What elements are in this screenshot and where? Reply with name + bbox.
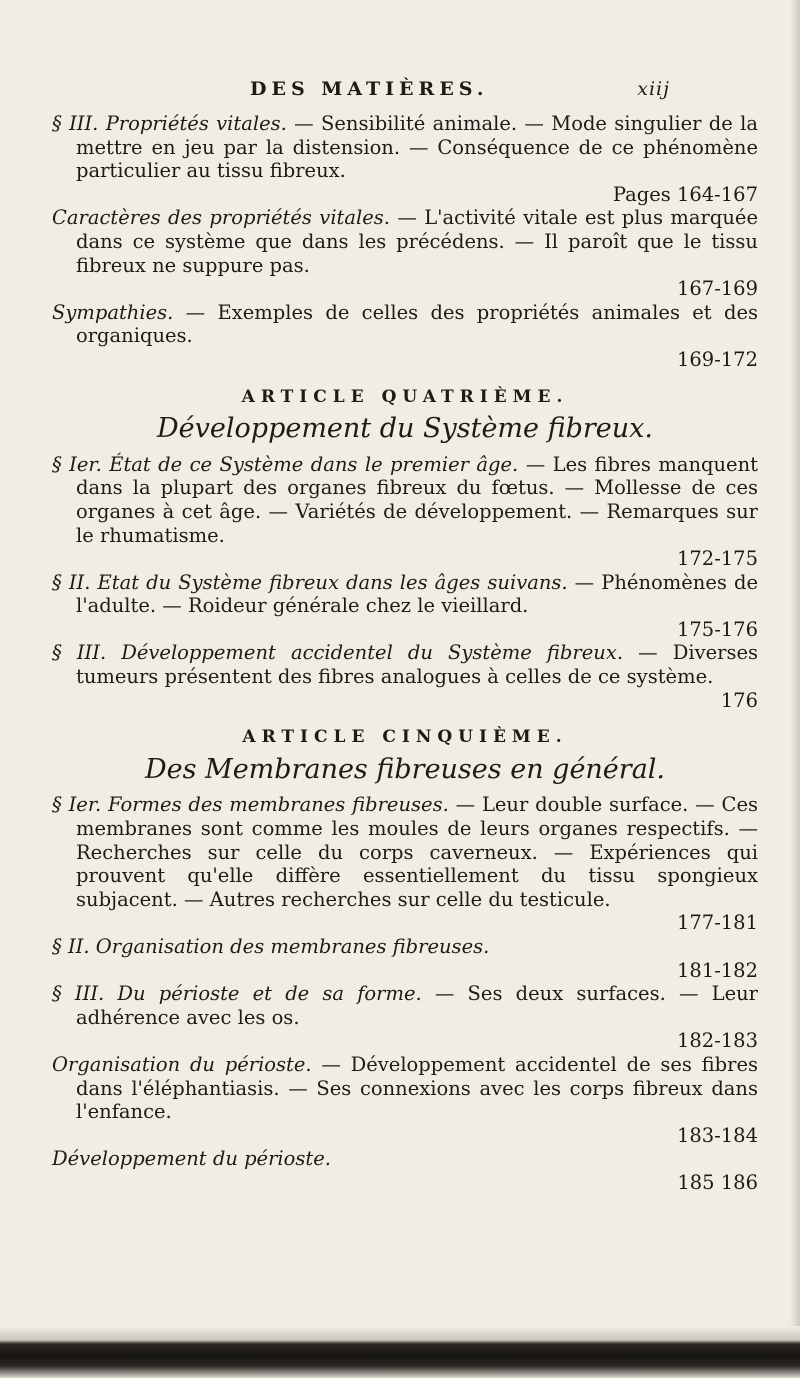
entry-lead: § III. Développement accidentel du Système fibreux. — [52, 641, 624, 665]
entry-text: — L'activité vitale est plus marquée dans ce système que dans les précédens. — Il paroît que le tissu fibreux ne suppure pas. — [76, 206, 758, 277]
page-folio: xiij — [637, 78, 670, 100]
table-of-contents — [52, 112, 758, 1195]
article-heading: ARTICLE CINQUIÈME. — [242, 727, 568, 748]
entry-pages: 181-182 — [676, 958, 758, 982]
entry-pages: 183-184 — [676, 1123, 758, 1147]
entry-pages: 177-181 — [676, 911, 758, 935]
entry-pages: 169-172 — [676, 347, 758, 371]
entry-lead: § Ier. Formes des membranes fibreuses. — [52, 793, 449, 817]
toc-entry — [52, 982, 758, 1053]
entry-pages: 176 — [720, 688, 758, 712]
entry-text: — Leur double surface. — Ces membranes sont comme les moules de leurs organes respectifs. — Recherches sur celle du corps caverneux. — Expériences qui prouvent qu'elle diffère essentiellement du tissu spongieux subjacent. — Autres recherches sur celle du testicule. — [76, 793, 758, 911]
entry-text: — Exemples de celles des propriétés animales et des organiques. — [76, 300, 758, 348]
entry-text: — Diverses tumeurs présentent des fibres analogues à celles de ce système. — [76, 641, 758, 689]
entry-lead: Organisation du périoste. — [52, 1052, 312, 1076]
article-heading: ARTICLE QUATRIÈME. — [241, 386, 569, 407]
running-header — [250, 78, 670, 100]
entry-text: — Développement accidentel de ses fibres dans l'éléphantiasis. — Ses connexions avec les corps fibreux dans l'enfance. — [76, 1052, 758, 1124]
toc-entry — [52, 112, 758, 206]
entry-lead: § II. Etat du Système fibreux dans les âges suivans. — [52, 570, 568, 594]
toc-entry — [52, 1053, 758, 1147]
article-subtitle: Développement du Système fibreux. — [157, 413, 653, 445]
toc-entry — [52, 301, 758, 372]
running-title: DES MATIÈRES. — [250, 78, 489, 100]
toc-entry — [52, 1147, 758, 1194]
page-edge-shadow — [790, 0, 800, 1378]
entry-pages: Pages 164-167 — [612, 182, 758, 206]
scan-bottom-edge — [0, 1326, 800, 1378]
toc-entry — [52, 935, 758, 982]
entry-pages: 167-169 — [676, 277, 758, 301]
entry-pages: 172-175 — [676, 547, 758, 571]
entry-lead: § III. Du périoste et de sa forme. — [52, 982, 422, 1006]
entry-lead: Sympathies. — [52, 300, 174, 324]
entry-text: — Les fibres manquent dans la plupart des organes fibreux du fœtus. — Mollesse de ces organes à cet âge. — Variétés de développement. — Remarques sur le rhumatisme. — [76, 452, 758, 547]
entry-lead: § III. Propriétés vitales. — [52, 112, 287, 135]
toc-entry — [52, 453, 758, 571]
entry-text: — Sensibilité animale. — Mode singulier de la mettre en jeu par la distension. — Conséquence de ce phénomène particulier au tissu fibreux. — [76, 112, 758, 183]
toc-entry — [52, 571, 758, 642]
entry-lead: Caractères des propriétés vitales. — [52, 206, 390, 230]
toc-entry — [52, 641, 758, 712]
entry-pages: 182-183 — [676, 1029, 758, 1053]
entry-text: — Ses deux surfaces. — Leur adhérence avec les os. — [76, 982, 758, 1029]
entry-text: — Phénomènes de l'adulte. — Roideur générale chez le vieillard. — [76, 570, 759, 618]
entry-lead: § Ier. État de ce Système dans le premier âge. — [52, 452, 519, 476]
toc-entry — [52, 793, 758, 935]
article-subtitle: Des Membranes fibreuses en général. — [144, 753, 666, 785]
toc-entry — [52, 206, 758, 300]
entry-pages: 175-176 — [676, 617, 758, 641]
entry-lead: § II. Organisation des membranes fibreuses. — [52, 935, 490, 958]
entry-pages: 185 186 — [677, 1170, 758, 1194]
entry-lead: Développement du périoste. — [52, 1147, 331, 1171]
